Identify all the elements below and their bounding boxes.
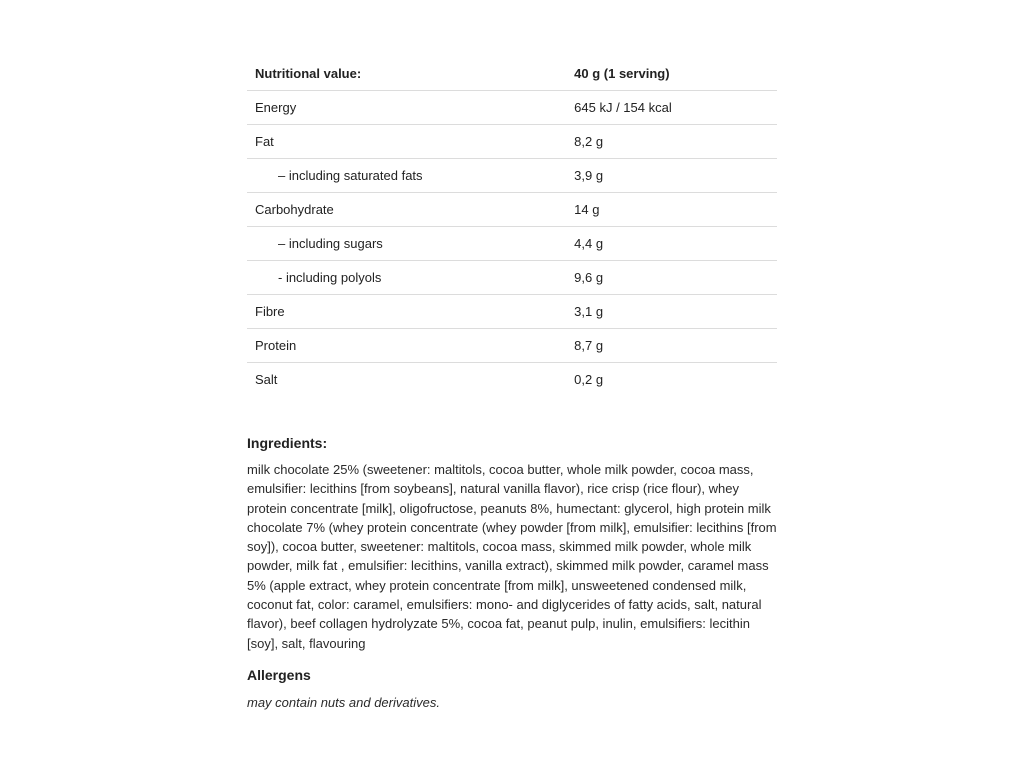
nutrition-value: 9,6 g [566, 261, 777, 295]
ingredients-text: milk chocolate 25% (sweetener: maltitols, cocoa butter, whole milk powder, cocoa mass, emulsifier: lecithins [from soybeans], natural vanilla flavor), rice crisp (rice flour), whey protein concentrate [milk], oligofructose, peanuts 8%, humectant: glycerol, high protein milk chocolate 7% (whey protein concentrate (whey powder [from milk], emulsifier: lecithins [from soy]), cocoa butter, sweetener: maltitols, cocoa mass, skimmed milk powder, whole milk powder, milk fat , emulsifier: lecithins, vanilla extract), skimmed milk powder, caramel mass 5% (apple extract, whey protein concentrate [from milk], unsweetened condensed milk, coconut fat, color: caramel, emulsifiers: mono- and diglycerides of fatty acids, salt, natural flavor), beef collagen hydrolyzate 5%, cocoa fat, peanut pulp, inulin, emulsifiers: lecithin [soy], salt, flavouring [247, 462, 777, 651]
nutrition-value: 645 kJ / 154 kcal [566, 91, 777, 125]
nutrition-row-saturated-fats [247, 159, 777, 193]
nutrition-row-fat [247, 125, 777, 159]
nutrition-label: – including saturated fats [247, 159, 566, 193]
nutrition-row-sugars [247, 227, 777, 261]
nutrition-label: Energy [247, 91, 566, 125]
nutrition-value: 4,4 g [566, 227, 777, 261]
nutrition-label: Salt [255, 372, 278, 387]
nutrition-row-fibre [247, 295, 777, 329]
nutrition-value: 14 g [566, 193, 777, 227]
nutrition-row-protein [247, 329, 777, 363]
ingredients-heading: Ingredients: [247, 435, 328, 451]
nutrition-value: 8,2 g [566, 125, 777, 159]
nutrition-label: Carbohydrate [247, 193, 566, 227]
nutrition-label: – including sugars [247, 227, 566, 261]
nutrition-value: 8,7 g [566, 329, 777, 363]
nutrition-row-carbohydrate [247, 193, 777, 227]
nutrition-header-value: 40 g (1 serving) [566, 57, 777, 91]
nutrition-row-energy [247, 91, 777, 125]
nutrition-label: Fat [247, 125, 566, 159]
nutrition-row-salt [247, 363, 777, 397]
nutrition-value: 0,2 g [574, 372, 604, 387]
nutrition-row-polyols [247, 261, 777, 295]
nutrition-value: 3,1 g [566, 295, 777, 329]
allergens-text: may contain nuts and derivatives. [247, 694, 440, 710]
nutrition-header-row [247, 57, 777, 91]
nutrition-value: 3,9 g [566, 159, 777, 193]
nutrition-label: Fibre [247, 295, 566, 329]
nutrition-label: Protein [247, 329, 566, 363]
allergens-heading: Allergens [247, 666, 311, 683]
nutrition-table [247, 57, 777, 396]
nutrition-header-label: Nutritional value: [247, 57, 566, 91]
product-details [247, 57, 777, 710]
nutrition-label: - including polyols [247, 261, 566, 295]
